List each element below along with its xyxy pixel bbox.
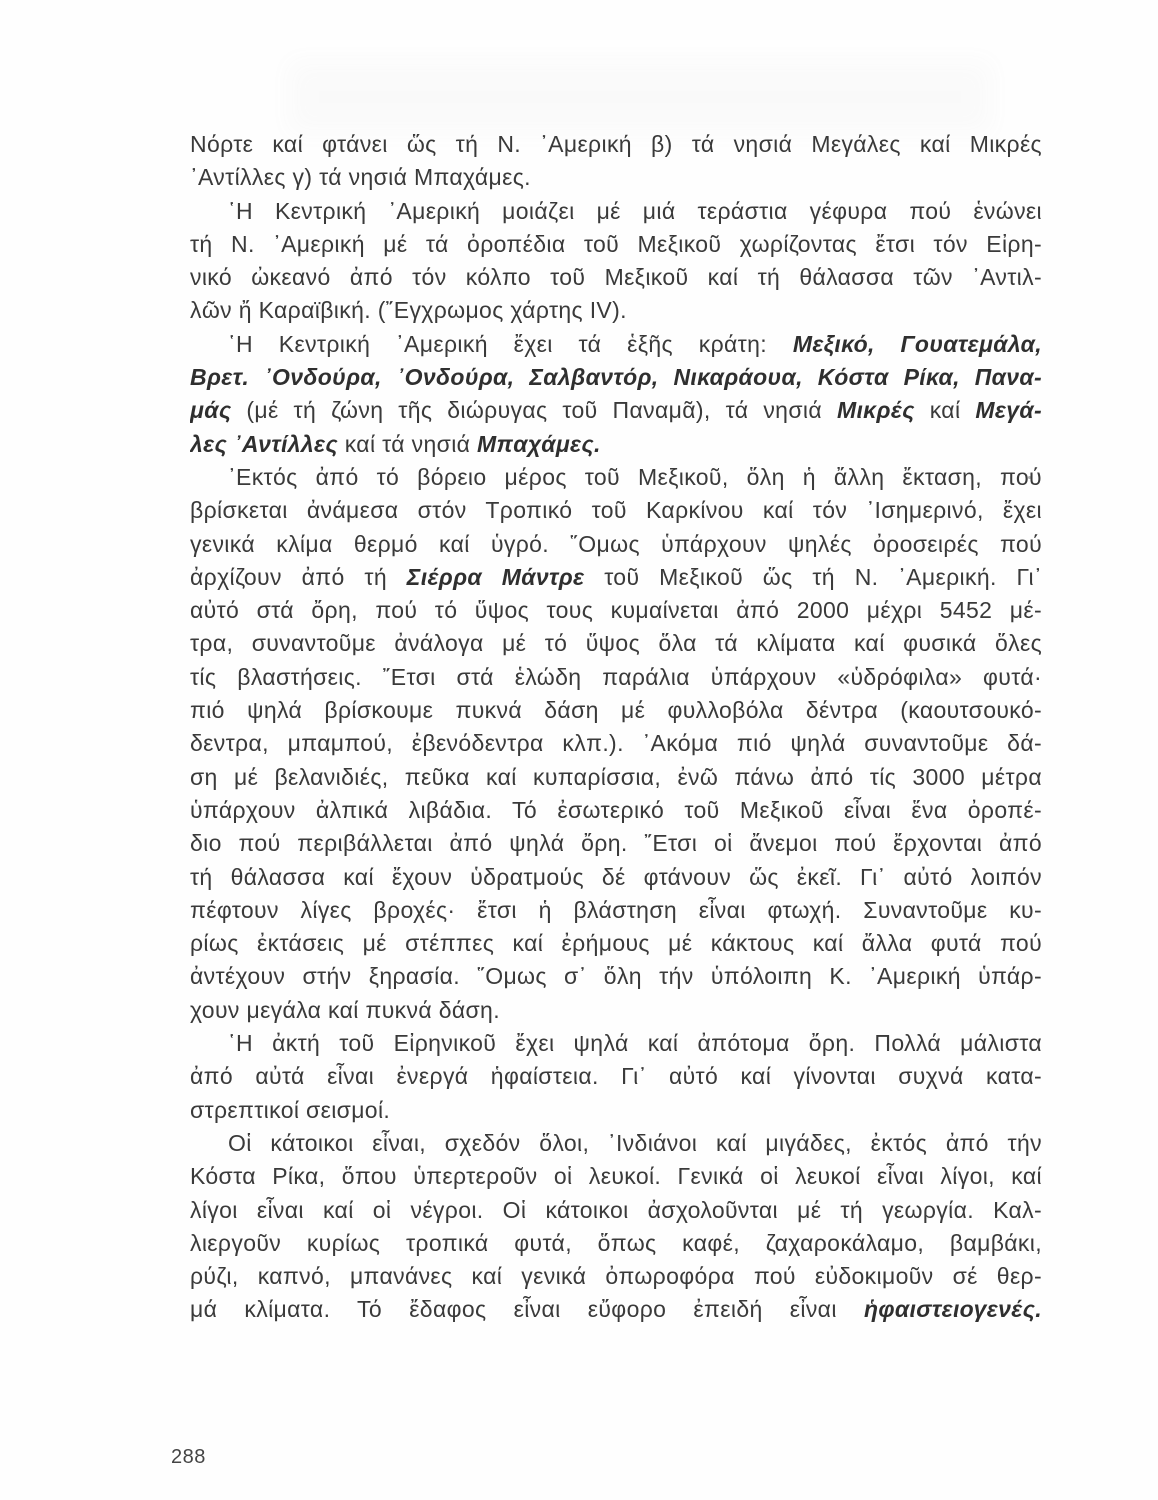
body-text	[190, 128, 1042, 1327]
text-line	[190, 528, 1042, 561]
text-line	[190, 1094, 1042, 1127]
text-line	[190, 361, 1042, 394]
text-line	[190, 561, 1042, 594]
text-line	[190, 294, 1042, 327]
text-line	[190, 1160, 1042, 1193]
text-segment: μά κλίματα. Τό ἔδαφος εἶναι εὔφορο ἐπειδή εἶναι	[190, 1296, 864, 1323]
text-segment: λιεργοῦν κυρίως τροπικά φυτά, ὅπως καφέ, ζαχαροκάλαμο, βαμβάκι,	[190, 1229, 1042, 1256]
text-segment: λῶν ἤ Καραϊβική. (῎Εγχρωμος χάρτης IV).	[190, 297, 627, 324]
text-line	[190, 727, 1042, 760]
text-segment: τή Ν. ᾿Αμερική μέ τά ὀροπέδια τοῦ Μεξικοῦ χωρίζοντας ἔτσι τόν Εἰρη-	[190, 230, 1042, 257]
text-line	[190, 461, 1042, 494]
text-segment: καί	[914, 397, 976, 424]
text-segment: τίς βλαστήσεις. ῎Ετσι στά ἑλώδη παράλια ὑπάρχουν «ὑδρόφιλα» φυτά·	[190, 663, 1042, 690]
text-segment: ρύζι, καπνό, μπανάνες καί γενικά ὀπωροφόρα πού εὐδοκιμοῦν σέ θερ-	[190, 1263, 1042, 1290]
text-line	[190, 161, 1042, 194]
text-line	[190, 428, 1042, 461]
highlighted-term: Μεγά-	[975, 397, 1042, 424]
text-segment: καί τά νησιά	[338, 430, 478, 457]
text-segment: πιό ψηλά βρίσκουμε πυκνά δάση μέ φυλλοβόλα δέντρα (καουτσουκό-	[190, 697, 1042, 724]
text-segment: τρα, συναντοῦμε ἀνάλογα μέ τό ὕψος ὅλα τά κλίματα καί φυσικά ὅλες	[190, 630, 1042, 657]
text-line	[190, 960, 1042, 993]
highlighted-term: Μεξικό, Γουατεμάλα,	[792, 330, 1042, 357]
text-segment: (μέ τή ζώνη τῆς διώρυγας τοῦ Παναμᾶ), τά νησιά	[231, 397, 837, 424]
text-line	[190, 861, 1042, 894]
text-line	[190, 694, 1042, 727]
text-segment: ἀντέχουν στήν ξηρασία. ῞Ομως σ᾿ ὅλη τήν ὑπόλοιπη Κ. ᾿Αμερική ὑπάρ-	[190, 963, 1042, 990]
highlighted-term: Μπαχάμες.	[477, 430, 601, 457]
text-segment: ὑπάρχουν ἀλπικά λιβάδια. Τό ἐσωτερικό τοῦ Μεξικοῦ εἶναι ἕνα ὀροπέ-	[190, 796, 1042, 823]
text-segment: πέφτουν λίγες βροχές· ἔτσι ἡ βλάστηση εἶναι φτωχή. Συναντοῦμε κυ-	[190, 896, 1042, 923]
text-segment: διο πού περιβάλλεται ἀπό ψηλά ὄρη. ῎Ετσι οἱ ἄνεμοι πού ἔρχονται ἀπό	[190, 830, 1042, 857]
text-segment: νικό ὠκεανό ἀπό τόν κόλπο τοῦ Μεξικοῦ καί τή θάλασσα τῶν ᾿Αντιλ-	[190, 264, 1042, 291]
text-segment: λίγοι εἶναι καί οἱ νέγροι. Οἱ κάτοικοι ἀσχολοῦνται μέ τή γεωργία. Καλ-	[190, 1196, 1042, 1223]
highlighted-term: λες ᾿Αντίλλες	[190, 430, 338, 457]
text-line	[190, 394, 1042, 427]
text-segment: χουν μεγάλα καί πυκνά δάση.	[190, 996, 500, 1023]
text-line	[190, 661, 1042, 694]
text-segment: τοῦ Μεξικοῦ ὥς τή Ν. ᾿Αμερική. Γι᾿	[584, 563, 1042, 590]
highlighted-term: Σιέρρα Μάντρε	[406, 563, 585, 590]
text-segment: γενικά κλίμα θερμό καί ὑγρό. ῞Ομως ὑπάρχουν ψηλές ὀροσειρές πού	[190, 530, 1042, 557]
bleed-through-shadow	[290, 62, 990, 132]
text-line	[190, 1194, 1042, 1227]
text-segment: αὐτό στά ὄρη, πού τό ὕψος τους κυμαίνεται ἀπό 2000 μέχρι 5452 μέ-	[190, 597, 1042, 624]
text-line	[190, 927, 1042, 960]
text-segment: ᾿Εκτός ἀπό τό βόρειο μέρος τοῦ Μεξικοῦ, ὅλη ἡ ἄλλη ἔκταση, πού	[228, 463, 1042, 490]
highlighted-term: μάς	[190, 397, 232, 424]
text-segment: ἀπό αὐτά εἶναι ἐνεργά ἡφαίστεια. Γι᾿ αὐτό καί γίνονται συχνά κατα-	[190, 1063, 1042, 1090]
highlighted-term: ἡφαιστειογενές.	[863, 1296, 1042, 1323]
text-line	[190, 1127, 1042, 1160]
text-line	[190, 794, 1042, 827]
highlighted-term: Βρετ. ᾿Ονδούρα, ᾿Ονδούρα, Σαλβαντόρ, Νικαράουα, Κόστα Ρίκα, Πανα-	[190, 364, 1042, 391]
text-line	[190, 1027, 1042, 1060]
text-line	[190, 894, 1042, 927]
text-line	[190, 627, 1042, 660]
text-line	[190, 228, 1042, 261]
text-segment: στρεπτικοί σεισμοί.	[190, 1096, 391, 1123]
highlighted-term: Μικρές	[836, 397, 915, 424]
text-segment: Νόρτε καί φτάνει ὥς τή Ν. ᾿Αμερική β) τά νησιά Μεγάλες καί Μικρές	[190, 131, 1042, 157]
text-segment: ση μέ βελανιδιές, πεῦκα καί κυπαρίσσια, ἐνῶ πάνω ἀπό τίς 3000 μέτρα	[190, 763, 1042, 790]
text-segment: Οἱ κάτοικοι εἶναι, σχεδόν ὅλοι, ᾿Ινδιάνοι καί μιγάδες, ἐκτός ἀπό τήν	[228, 1129, 1042, 1156]
text-line	[190, 761, 1042, 794]
text-line	[190, 1260, 1042, 1293]
text-line	[190, 261, 1042, 294]
text-segment: βρίσκεται ἀνάμεσα στόν Τροπικό τοῦ Καρκίνου καί τόν ᾿Ισημερινό, ἔχει	[190, 497, 1042, 524]
page-number: 288	[171, 1446, 206, 1468]
text-segment: ῾Η Κεντρική ᾿Αμερική ἔχει τά ἑξῆς κράτη:	[228, 330, 793, 357]
text-line	[190, 994, 1042, 1027]
text-line	[190, 1227, 1042, 1260]
text-segment: ρίως ἐκτάσεις μέ στέππες καί ἐρήμους μέ κάκτους καί ἄλλα φυτά πού	[190, 930, 1042, 957]
text-segment: δεντρα, μπαμπού, ἐβενόδεντρα κλπ.). ᾿Ακόμα πιό ψηλά συναντοῦμε δά-	[190, 730, 1042, 757]
text-line	[190, 328, 1042, 361]
text-segment: ῾Η ἀκτή τοῦ Εἰρηνικοῦ ἔχει ψηλά καί ἀπότομα ὄρη. Πολλά μάλιστα	[228, 1030, 1042, 1057]
text-segment: ῾Η Κεντρική ᾿Αμερική μοιάζει μέ μιά τεράστια γέφυρα πού ἑνώνει	[228, 197, 1042, 224]
text-line	[190, 128, 1042, 161]
text-line	[190, 494, 1042, 527]
text-line	[190, 827, 1042, 860]
text-segment: ἀρχίζουν ἀπό τή	[190, 563, 407, 590]
text-line	[190, 1060, 1042, 1093]
text-line	[190, 594, 1042, 627]
text-segment: τή θάλασσα καί ἔχουν ὑδρατμούς δέ φτάνουν ὥς ἐκεῖ. Γι᾿ αὐτό λοιπόν	[190, 863, 1042, 890]
text-line	[190, 1293, 1042, 1326]
text-segment: Κόστα Ρίκα, ὅπου ὑπερτεροῦν οἱ λευκοί. Γενικά οἱ λευκοί εἶναι λίγοι, καί	[190, 1163, 1042, 1190]
text-segment: ᾿Αντίλλες γ) τά νησιά Μπαχάμες.	[190, 164, 531, 191]
text-line	[190, 195, 1042, 228]
